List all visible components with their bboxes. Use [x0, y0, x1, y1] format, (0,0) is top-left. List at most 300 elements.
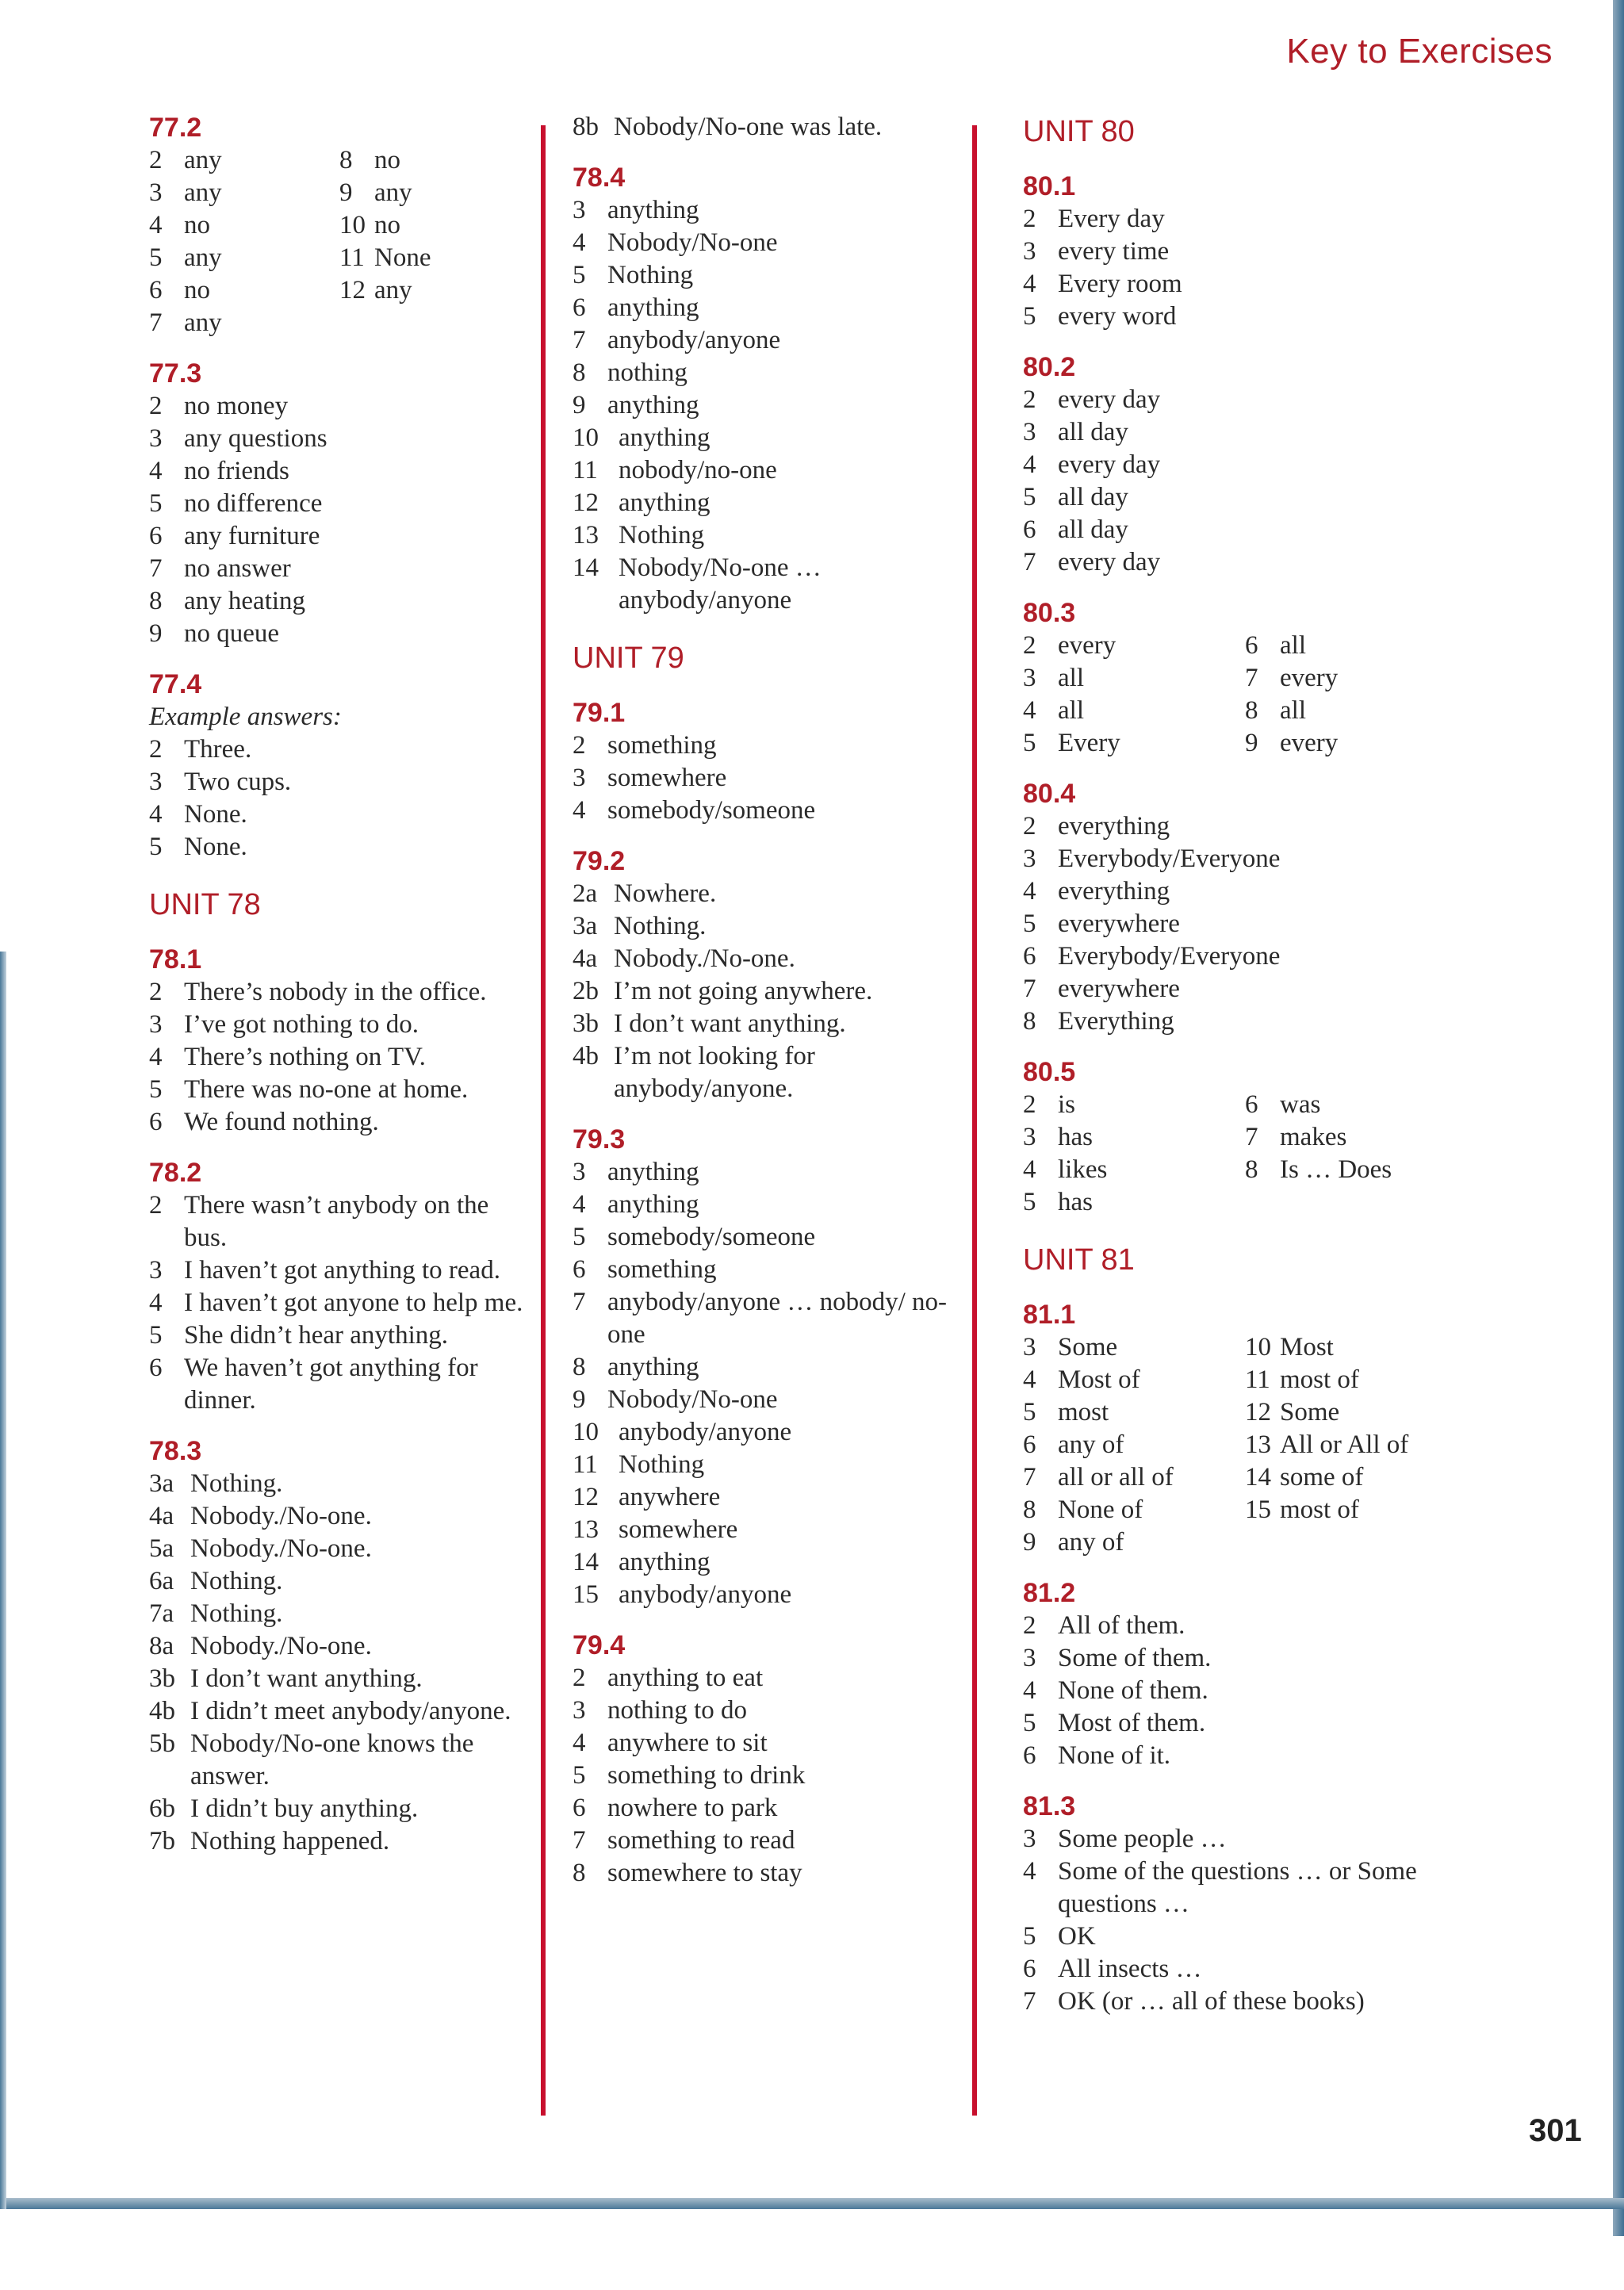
- exercise-number: 78.2: [149, 1158, 202, 1188]
- item-number: 11: [573, 1450, 598, 1479]
- answer-item: [339, 177, 530, 209]
- item-text: I don’t want anything.: [614, 1009, 846, 1038]
- item-number: 6a: [149, 1567, 174, 1595]
- answer-item: [149, 307, 339, 339]
- exercise-number: 80.5: [1023, 1057, 1076, 1087]
- item-text: any questions: [184, 424, 327, 453]
- answer-item: [1023, 662, 1245, 695]
- answer-item: [573, 1727, 969, 1760]
- item-text: any: [184, 308, 222, 337]
- answer-item: [1023, 1396, 1245, 1429]
- item-text: Some of the questions … or Some questions …: [1058, 1857, 1417, 1918]
- exercise-number: 79.3: [573, 1124, 626, 1155]
- answer-item: [573, 1662, 969, 1695]
- item-number: 2: [1023, 205, 1036, 233]
- exercise-section: [573, 161, 969, 617]
- item-text: Nobody/No-one knows the answer.: [190, 1729, 474, 1790]
- answer-item: [339, 274, 530, 307]
- item-number: 3: [1023, 664, 1036, 692]
- item-number: 15: [573, 1580, 599, 1609]
- item-text: somewhere: [607, 764, 727, 792]
- item-number: 10: [1245, 1333, 1271, 1361]
- item-text: Some: [1058, 1333, 1118, 1361]
- exercise-number: 81.1: [1023, 1300, 1076, 1330]
- answer-item: [573, 878, 969, 910]
- item-number: 4a: [573, 944, 598, 973]
- item-text: Nobody./No-one.: [190, 1632, 372, 1660]
- item-text: some of: [1280, 1463, 1364, 1492]
- item-number: 7: [1245, 1123, 1258, 1151]
- answer-item: [1023, 384, 1467, 416]
- item-number: 14: [573, 553, 599, 582]
- answer-item: [1023, 1494, 1245, 1526]
- answer-item: [149, 209, 339, 242]
- answer-item: [1023, 630, 1245, 662]
- item-text: all: [1058, 696, 1084, 725]
- answer-item: [149, 1533, 530, 1565]
- item-text: Most: [1280, 1333, 1334, 1361]
- answer-item: [573, 795, 969, 827]
- answer-item: [1245, 727, 1467, 760]
- answer-item: [1023, 1121, 1245, 1154]
- item-number: 7: [1023, 1987, 1036, 2016]
- exercise-number: 80.1: [1023, 171, 1076, 201]
- item-number: 5a: [149, 1534, 174, 1563]
- item-number: 3: [1023, 1825, 1036, 1853]
- answer-item: [149, 1287, 530, 1319]
- answer-item: [149, 798, 530, 831]
- answer-item: [149, 1728, 530, 1793]
- item-text: None.: [184, 800, 247, 829]
- item-text: None: [374, 243, 431, 272]
- answer-item: [1023, 546, 1467, 579]
- answer-item: [1245, 1461, 1467, 1494]
- item-text: every: [1280, 729, 1339, 757]
- item-number: 3: [149, 1010, 163, 1039]
- exercise-number: 78.1: [149, 944, 202, 975]
- item-number: 8: [149, 587, 163, 615]
- item-number: 2: [573, 731, 586, 760]
- item-text: somebody/someone: [607, 796, 816, 825]
- answer-item: [1245, 1331, 1467, 1364]
- answer-item: [573, 730, 969, 762]
- grid-left: [1023, 1331, 1245, 1559]
- answer-item: [573, 762, 969, 795]
- item-text: I’m not looking for anybody/anyone.: [614, 1042, 815, 1103]
- item-number: 6: [149, 522, 163, 550]
- item-text: nobody/no-one: [619, 456, 777, 484]
- item-number: 8: [573, 358, 586, 387]
- answer-item: [149, 1254, 530, 1287]
- item-number: 5: [149, 489, 163, 518]
- item-number: 5: [1023, 1398, 1036, 1426]
- answer-item: [1023, 1920, 1467, 1953]
- item-text: every: [1058, 631, 1116, 660]
- column-divider-1: [541, 125, 546, 2116]
- item-number: 5: [1023, 1922, 1036, 1951]
- item-number: 5: [149, 1075, 163, 1104]
- item-text: anybody/anyone: [607, 326, 781, 354]
- answer-item: [149, 455, 530, 488]
- page-edge-bottom: [5, 2198, 1624, 2209]
- answer-item: [1245, 1396, 1467, 1429]
- item-text: somewhere: [619, 1515, 738, 1544]
- answer-item: [573, 552, 969, 617]
- item-text: I haven’t got anyone to help me.: [184, 1289, 523, 1317]
- item-number: 9: [1245, 729, 1258, 757]
- exercise-number: 80.2: [1023, 352, 1076, 382]
- item-number: 5: [573, 1761, 586, 1790]
- item-text: most of: [1280, 1365, 1359, 1394]
- answer-column-2: [573, 111, 969, 1907]
- answer-item: [573, 389, 969, 422]
- item-text: nowhere to park: [607, 1794, 778, 1822]
- item-text: We haven’t got anything for dinner.: [184, 1354, 478, 1415]
- item-number: 10: [573, 1418, 599, 1446]
- answer-grid: [1023, 1089, 1467, 1219]
- item-number: 2: [149, 735, 163, 764]
- item-text: every: [1280, 664, 1339, 692]
- item-text: Two cups.: [184, 768, 292, 796]
- answer-item: [573, 1760, 969, 1792]
- item-text: I haven’t got anything to read.: [184, 1256, 500, 1285]
- answer-item: [149, 1598, 530, 1630]
- exercise-section: [149, 668, 530, 864]
- item-text: Nobody./No-one.: [614, 944, 795, 973]
- item-text: nothing: [607, 358, 688, 387]
- item-text: Some people …: [1058, 1825, 1227, 1853]
- item-text: Some of them.: [1058, 1644, 1212, 1672]
- item-text: any: [374, 178, 412, 207]
- answer-item: [1023, 1429, 1245, 1461]
- answer-item: [573, 519, 969, 552]
- item-text: None of: [1058, 1495, 1143, 1524]
- answer-item: [573, 1040, 969, 1105]
- item-text: I’ve got nothing to do.: [184, 1010, 419, 1039]
- item-text: None of them.: [1058, 1676, 1208, 1705]
- item-text: None of it.: [1058, 1741, 1171, 1770]
- item-text: anything: [607, 1158, 699, 1186]
- item-number: 7: [1245, 664, 1258, 692]
- item-number: 4: [149, 1043, 163, 1071]
- answer-item: [573, 1546, 969, 1579]
- item-number: 5: [149, 243, 163, 272]
- item-text: All of them.: [1058, 1611, 1185, 1640]
- answer-item: [573, 1254, 969, 1286]
- exercise-number: 77.2: [149, 113, 202, 143]
- item-number: 4: [573, 796, 586, 825]
- item-number: 5: [1023, 1709, 1036, 1737]
- item-number: 4: [1023, 1857, 1036, 1886]
- answer-item: [1023, 1740, 1467, 1772]
- grid-left: [149, 144, 339, 339]
- item-number: 4: [573, 228, 586, 257]
- exercise-section: [1023, 1790, 1467, 2018]
- item-number: 6: [573, 293, 586, 322]
- exercise-section: [573, 696, 969, 827]
- item-text: all day: [1058, 515, 1128, 544]
- exercise-section: [1023, 596, 1467, 760]
- item-number: 4: [1023, 1365, 1036, 1394]
- item-number: 3: [1023, 237, 1036, 266]
- item-text: every word: [1058, 302, 1177, 331]
- item-number: 12: [573, 488, 599, 517]
- item-number: 4: [1023, 450, 1036, 479]
- item-text: no queue: [184, 619, 280, 648]
- item-number: 5: [1023, 729, 1036, 757]
- item-number: 3: [1023, 1644, 1036, 1672]
- item-text: All insects …: [1058, 1955, 1202, 1983]
- item-text: Nothing.: [190, 1567, 283, 1595]
- item-number: 7: [573, 1288, 586, 1316]
- item-text: She didn’t hear anything.: [184, 1321, 448, 1350]
- item-text: Every: [1058, 729, 1120, 757]
- answer-item: [1023, 416, 1467, 449]
- item-text: Three.: [184, 735, 252, 764]
- item-number: 9: [339, 178, 353, 207]
- item-number: 3: [1023, 1333, 1036, 1361]
- item-text: Nothing.: [190, 1469, 283, 1498]
- item-number: 7: [1023, 975, 1036, 1003]
- answer-item: [573, 422, 969, 454]
- answer-item: [1245, 695, 1467, 727]
- item-number: 2: [149, 146, 163, 174]
- answer-item: [1023, 449, 1467, 481]
- answer-item: [573, 292, 969, 324]
- answer-item: [149, 1189, 530, 1254]
- item-number: 14: [1245, 1463, 1271, 1492]
- item-number: 2: [1023, 631, 1036, 660]
- item-number: 3: [149, 1256, 163, 1285]
- item-text: something to read: [607, 1826, 795, 1855]
- item-text: somewhere to stay: [607, 1859, 802, 1887]
- column-divider-2: [972, 125, 977, 2116]
- answer-item: [149, 831, 530, 864]
- item-number: 6: [1245, 631, 1258, 660]
- item-text: Most of: [1058, 1365, 1140, 1394]
- answer-item: [149, 1041, 530, 1074]
- answer-item: [1245, 1429, 1467, 1461]
- answer-item: [1023, 908, 1467, 940]
- item-text: I didn’t meet anybody/anyone.: [190, 1697, 511, 1725]
- item-text: anything: [607, 196, 699, 224]
- exercise-section: [1023, 350, 1467, 579]
- answer-item: [573, 975, 969, 1008]
- answer-item: [149, 1630, 530, 1663]
- grid-right: [1245, 1089, 1467, 1219]
- item-number: 3: [149, 424, 163, 453]
- item-text: no friends: [184, 457, 289, 485]
- answer-column-3: [1023, 111, 1467, 2035]
- answer-item: [573, 943, 969, 975]
- answer-item: [1023, 1707, 1467, 1740]
- exercise-number: 79.4: [573, 1630, 626, 1660]
- exercise-section: [573, 1629, 969, 1890]
- item-text: Nothing happened.: [190, 1827, 390, 1855]
- answer-item: [1023, 268, 1467, 301]
- answer-item: [1023, 1331, 1245, 1364]
- answer-item: [573, 1514, 969, 1546]
- item-text: makes: [1280, 1123, 1347, 1151]
- item-text: any of: [1058, 1528, 1124, 1557]
- page-header: Key to Exercises: [1286, 32, 1553, 71]
- item-number: 2: [1023, 385, 1036, 414]
- item-number: 3: [149, 768, 163, 796]
- item-number: 3b: [573, 1009, 599, 1038]
- answer-item: [1023, 1089, 1245, 1121]
- item-number: 4: [149, 457, 163, 485]
- answer-item: [573, 1008, 969, 1040]
- item-text: somebody/someone: [607, 1223, 816, 1251]
- item-number: 15: [1245, 1495, 1271, 1524]
- answer-item: [149, 242, 339, 274]
- answer-item: [149, 1565, 530, 1598]
- item-number: 3b: [149, 1664, 175, 1693]
- answer-column-1: [149, 111, 530, 1875]
- item-number: 3: [573, 1696, 586, 1725]
- answer-item: [149, 1352, 530, 1417]
- item-number: 6: [1023, 942, 1036, 971]
- item-number: 9: [1023, 1528, 1036, 1557]
- answer-item: [149, 1825, 530, 1858]
- item-number: 2: [1023, 812, 1036, 841]
- item-text: most: [1058, 1398, 1109, 1426]
- answer-item: [149, 1106, 530, 1139]
- exercise-number: 78.4: [573, 163, 626, 193]
- item-text: OK: [1058, 1922, 1096, 1951]
- answer-item: [1023, 203, 1467, 236]
- item-text: Is … Does: [1280, 1155, 1392, 1184]
- item-number: 8a: [149, 1632, 174, 1660]
- answer-item: [149, 390, 530, 423]
- answer-grid: [1023, 1331, 1467, 1559]
- item-text: anything: [619, 1548, 710, 1576]
- answer-item: [1023, 1005, 1467, 1038]
- item-text: Nothing.: [614, 912, 707, 940]
- item-text: no: [374, 146, 400, 174]
- answer-item: [149, 1663, 530, 1695]
- item-number: 5: [1023, 1188, 1036, 1216]
- answer-item: [1023, 810, 1467, 843]
- answer-item: [149, 1074, 530, 1106]
- item-number: 6: [1023, 1955, 1036, 1983]
- exercise-number: 78.3: [149, 1436, 202, 1466]
- answer-grid: [1023, 630, 1467, 760]
- answer-item: [149, 1468, 530, 1500]
- answer-grid: [149, 144, 530, 339]
- grid-right: [1245, 1331, 1467, 1559]
- answer-item: [339, 209, 530, 242]
- item-text: I don’t want anything.: [190, 1664, 423, 1693]
- item-text: every day: [1058, 385, 1161, 414]
- item-number: 5b: [149, 1729, 175, 1758]
- item-number: 6: [149, 1354, 163, 1382]
- answer-item: [1245, 1089, 1467, 1121]
- item-number: 5: [1023, 909, 1036, 938]
- answer-item: [573, 1156, 969, 1189]
- answer-item: [149, 1319, 530, 1352]
- answer-item: [149, 177, 339, 209]
- item-text: anything: [607, 391, 699, 419]
- exercise-number: 79.1: [573, 698, 626, 728]
- answer-item: [573, 1579, 969, 1611]
- item-number: 5: [149, 833, 163, 861]
- item-number: 8: [339, 146, 353, 174]
- item-number: 4: [1023, 1155, 1036, 1184]
- exercise-number: 77.4: [149, 669, 202, 699]
- item-number: 2: [149, 392, 163, 420]
- item-number: 10: [339, 211, 366, 239]
- item-text: We found nothing.: [184, 1108, 379, 1136]
- grid-left: [1023, 630, 1245, 760]
- exercise-section: [1023, 777, 1467, 1038]
- item-text: no difference: [184, 489, 323, 518]
- item-text: anywhere: [619, 1483, 721, 1511]
- item-text: anybody/anyone: [619, 1418, 792, 1446]
- item-text: anything: [619, 488, 710, 517]
- grid-right: [1245, 630, 1467, 760]
- item-number: 11: [573, 456, 598, 484]
- item-number: 10: [573, 423, 599, 452]
- item-number: 3: [573, 196, 586, 224]
- item-number: 3: [573, 1158, 586, 1186]
- item-text: everywhere: [1058, 975, 1180, 1003]
- exercise-section: [573, 111, 969, 144]
- answer-item: [1023, 1186, 1245, 1219]
- exercise-number: 80.4: [1023, 779, 1076, 809]
- answer-item: [573, 1695, 969, 1727]
- grid-left: [1023, 1089, 1245, 1219]
- exercise-section: [149, 943, 530, 1139]
- answer-item: [573, 194, 969, 227]
- answer-item: [1245, 1121, 1467, 1154]
- item-text: Nowhere.: [614, 879, 717, 908]
- item-text: Nobody./No-one.: [190, 1534, 372, 1563]
- item-text: everywhere: [1058, 909, 1180, 938]
- exercise-number: 81.2: [1023, 1578, 1076, 1608]
- exercise-number: 77.3: [149, 358, 202, 389]
- unit-heading: UNIT 81: [1023, 1243, 1135, 1277]
- item-number: 3: [573, 764, 586, 792]
- item-number: 6: [573, 1255, 586, 1284]
- answer-item: [573, 1221, 969, 1254]
- answer-item: [1023, 1953, 1467, 1986]
- item-number: 4b: [149, 1697, 175, 1725]
- item-text: any: [374, 276, 412, 304]
- item-number: 8: [573, 1859, 586, 1887]
- item-text: I didn’t buy anything.: [190, 1794, 419, 1823]
- item-text: Nobody/No-one … anybody/anyone: [619, 553, 822, 615]
- item-text: Every day: [1058, 205, 1165, 233]
- item-text: was: [1280, 1090, 1321, 1119]
- page-number: 301: [1529, 2113, 1582, 2148]
- item-number: 8b: [573, 113, 599, 141]
- item-number: 5: [149, 1321, 163, 1350]
- item-number: 12: [1245, 1398, 1271, 1426]
- item-text: None.: [184, 833, 247, 861]
- answer-item: [1023, 875, 1467, 908]
- item-number: 4: [1023, 696, 1036, 725]
- answer-item: [1245, 630, 1467, 662]
- item-number: 12: [339, 276, 366, 304]
- exercise-number: 79.2: [573, 846, 626, 876]
- answer-item: [573, 227, 969, 259]
- item-number: 12: [573, 1483, 599, 1511]
- answer-item: [149, 766, 530, 798]
- item-text: Everything: [1058, 1007, 1174, 1036]
- item-number: 4: [149, 1289, 163, 1317]
- item-number: 9: [149, 619, 163, 648]
